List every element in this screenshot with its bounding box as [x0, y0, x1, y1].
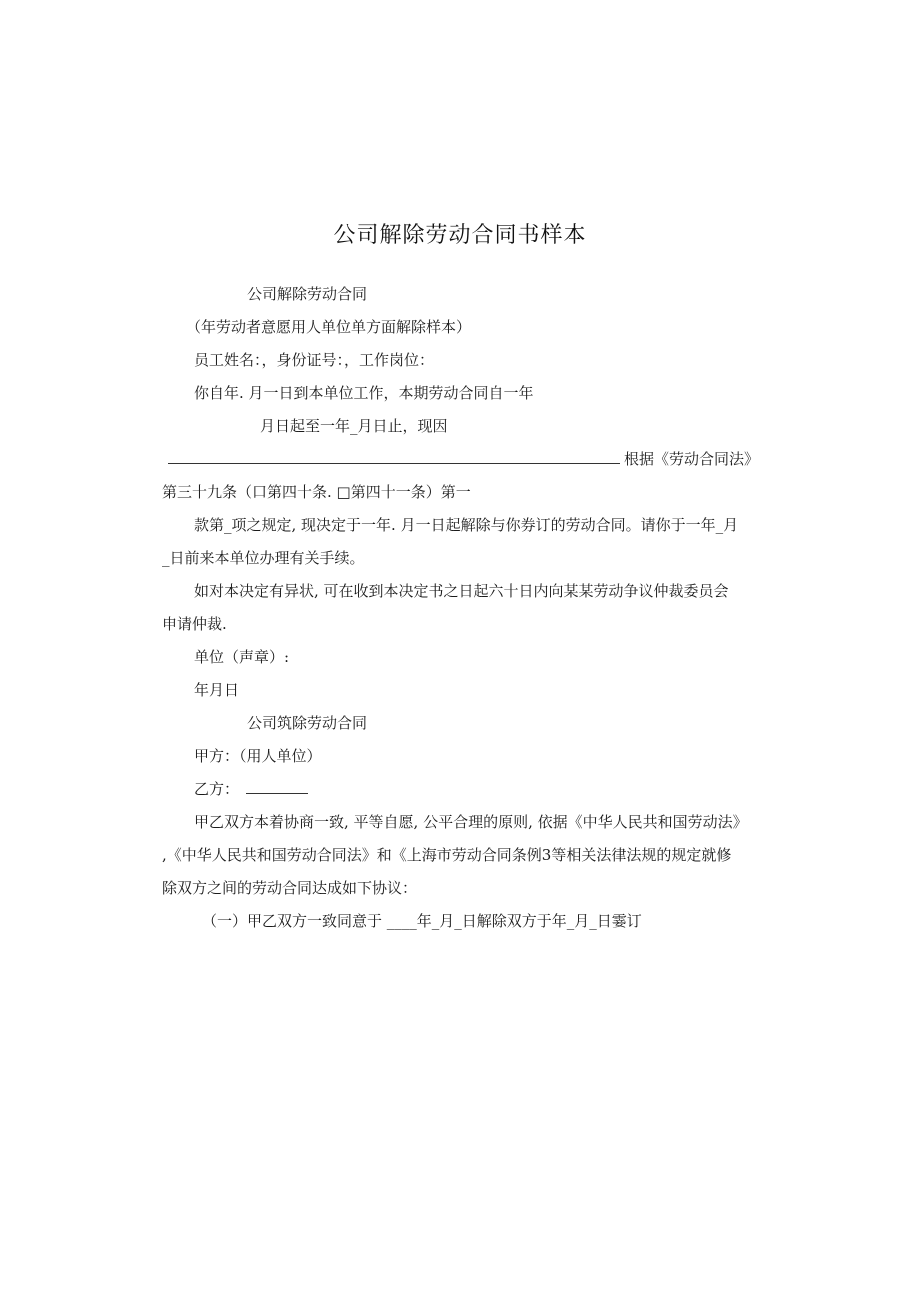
contract-period-line: 月日起至一年_月日止，现因 [260, 417, 448, 435]
employment-start-line: 你自年. 月一日到本单位工作，本期劳动合同自一年 [194, 384, 534, 402]
employee-info-line: 员工姓名：，身份证号：，工作岗位： [194, 351, 435, 369]
date-line: 年月日 [194, 681, 240, 699]
decision-line-2: _日前来本单位办理有关手续。 [162, 549, 365, 567]
article-reference-line: 第三十九条（口第四十条. □第四十一条）第一 [162, 483, 471, 501]
company-seal-line: 单位（声章）: [194, 648, 290, 666]
agreement-clause-1: （一）甲乙双方一致同意于 ____年_月_日解除双方于年_月_日霎订 [202, 912, 642, 930]
section-heading-agreement: 公司筑除劳动合同 [247, 714, 368, 732]
objection-line-2: 申请仲裁. [162, 615, 227, 633]
section-subtitle: （年劳动者意愿用人单位单方面解除样本） [186, 318, 472, 336]
agreement-basis-line-3: 除双方之间的劳动合同达成如下协议： [162, 879, 418, 897]
party-b-line: 乙方： [194, 780, 240, 798]
objection-line-1: 如对本决定有异状, 可在收到本决定书之日起六十日内向某某劳动争议仲裁委员会 [194, 582, 729, 600]
party-b-blank-line [246, 793, 308, 794]
agreement-basis-line-1: 甲乙双方本着协商一致, 平等自愿, 公平合理的原则, 依据《中华人民共和国劳动法》 [194, 813, 748, 831]
section-heading-termination: 公司解除劳动合同 [247, 285, 368, 303]
agreement-basis-line-2: ,《中华人民共和国劳动合同法》和《上海市劳动合同条例3等相关法律法规的规定就修 [162, 846, 732, 864]
party-a-line: 甲方：（用人单位） [194, 747, 322, 765]
legal-basis-line: 根据《劳动合同法》 [624, 450, 760, 468]
document-title: 公司解除劳动合同书样本 [333, 223, 587, 248]
decision-line-1: 款第_项之规定, 现决定于一年. 月一日起解除与你券订的劳动合同。请你于一年_月 [194, 516, 739, 534]
reason-blank-line [168, 463, 620, 464]
